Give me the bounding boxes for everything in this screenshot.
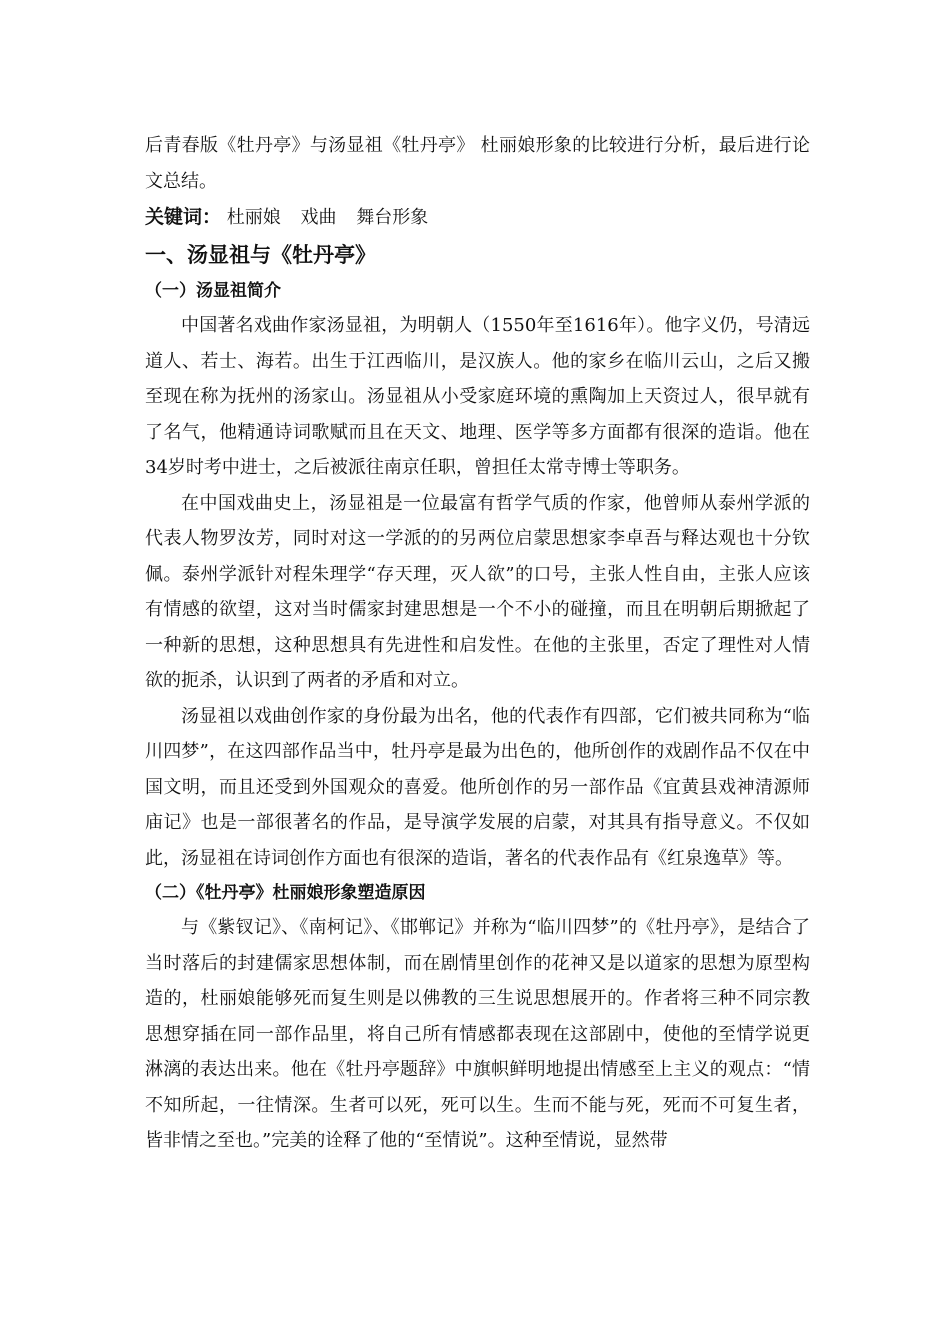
- intro-paragraph: 后青春版《牡丹亭》与汤显祖《牡丹亭》 杜丽娘形象的比较进行分析，最后进行论文总结。: [145, 135, 810, 192]
- body-paragraph: 汤显祖以戏曲创作家的身份最为出名，他的代表作有四部，它们被共同称为“临川四梦”，在这四部作品当中，牡丹亭是最为出色的，他所创作的戏剧作品不仅在中国文明，而且还受到外国观众的喜爱。他所创作的另一部作品《宜黄县戏神清源师庙记》也是一部很著名的作品，是导演学发展的启蒙，对其具有指导意义。不仅如此，汤显祖在诗词创作方面也有很深的造诣，著名的代表作品有《红泉逸草》等。: [145, 705, 810, 869]
- subsection-heading: （二）《牡丹亭》杜丽娘形象塑造原因: [145, 883, 426, 903]
- body-paragraph: 中国著名戏曲作家汤显祖，为明朝人（1550年至1616年）。他字义仍，号清远道人、若士、海若。出生于江西临川，是汉族人。他的家乡在临川云山，之后又搬至现在称为抚州的汤家山。汤显祖从小受家庭环境的熏陶加上天资过人，很早就有了名气，他精通诗词歌赋而且在天文、地理、医学等多方面都有很深的造诣。他在34岁时考中进士，之后被派往南京任职，曾担任太常寺博士等职务。: [145, 315, 810, 478]
- keywords-label: 关键词：: [145, 206, 222, 228]
- subsection-heading: （一）汤显祖简介: [145, 281, 281, 301]
- keyword-item: 戏曲: [300, 207, 337, 228]
- body-paragraph: 与《紫钗记》、《南柯记》、《邯郸记》并称为“临川四梦”的《牡丹亭》，是结合了当时落后的封建儒家思想体制，而在剧情里创作的花神又是以道家的思想为原型构造的，杜丽娘能够死而复生则是以佛教的三生说思想展开的。作者将三种不同宗教思想穿插在同一部作品里，将自己所有情感都表现在这部剧中，使他的至情学说更淋漓的表达出来。他在《牡丹亭题辞》中旗帜鲜明地提出情感至上主义的观点：“情不知所起，一往情深。生者可以死，死可以生。生而不能与死，死而不可复生者，皆非情之至也。”完美的诠释了他的“至情说”。这种至情说，显然带: [145, 917, 810, 1151]
- keywords-line: [145, 199, 810, 236]
- keyword-item: 舞台形象: [356, 207, 429, 228]
- section-heading: 一、汤显祖与《牡丹亭》: [145, 243, 376, 267]
- keyword-item: 杜丽娘: [226, 207, 281, 228]
- page-content: [145, 128, 810, 1159]
- body-paragraph: 在中国戏曲史上，汤显祖是一位最富有哲学气质的作家，他曾师从泰州学派的代表人物罗汝芳，同时对这一学派的的另两位启蒙思想家李卓吾与释达观也十分钦佩。泰州学派针对程朱理学“存天理，灭人欲”的口号，主张人性自由，主张人应该有情感的欲望，这对当时儒家封建思想是一个不小的碰撞，而且在明朝后期掀起了一种新的思想，这种思想具有先进性和启发性。在他的主张里，否定了理性对人情欲的扼杀，认识到了两者的矛盾和对立。: [145, 492, 810, 691]
